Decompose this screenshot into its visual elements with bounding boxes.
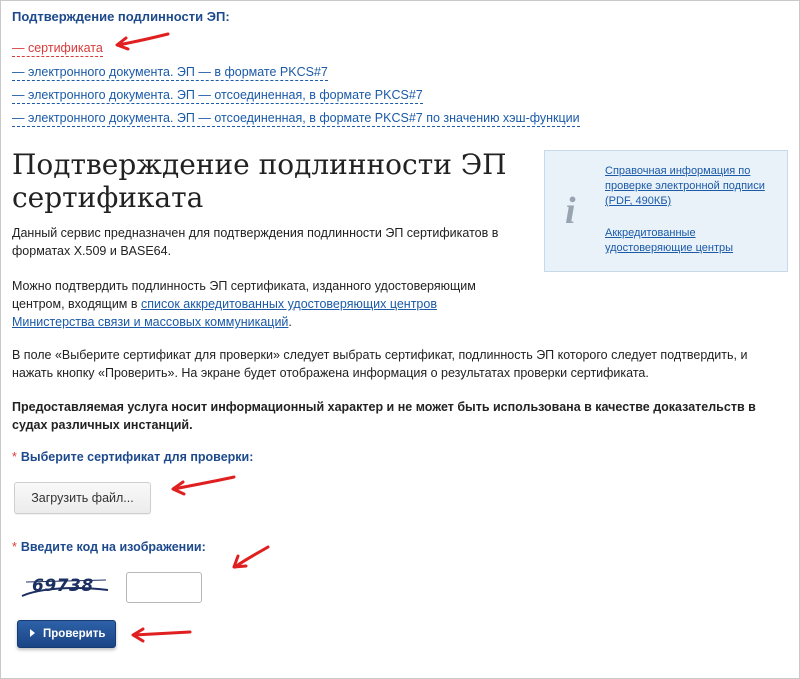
page-title: Подтверждение подлинности ЭП сертификата xyxy=(12,148,507,214)
certificate-label-text: Выберите сертификат для проверки: xyxy=(20,450,254,464)
certificate-field-label xyxy=(12,450,253,464)
annotation-arrow-icon xyxy=(128,623,194,645)
accredited-list-link[interactable]: список аккредитованных удостоверяющих центров Министерства связи и массовых коммуникаций xyxy=(12,297,437,329)
check-button[interactable] xyxy=(17,620,116,648)
accreditation-text: Можно подтвердить подлинность ЭП сертификата, изданного удостоверяющим центром, входящим в xyxy=(12,279,476,311)
upload-file-button[interactable]: Загрузить файл... xyxy=(14,482,151,514)
captcha-code: 69738 xyxy=(32,576,94,596)
info-box xyxy=(544,150,788,272)
nav-link-document-detached-hash[interactable]: — электронного документа. ЭП — отсоединенная, в формате PKCS#7 по значению хэш-функции xyxy=(12,111,580,125)
accredited-centers-link[interactable]: Аккредитованные удостоверяющие центры xyxy=(605,227,734,254)
required-marker: * xyxy=(12,450,17,464)
check-button-label: Проверить xyxy=(43,628,106,640)
nav-link-document-detached[interactable]: — электронного документа. ЭП — отсоединенная, в формате PKCS#7 xyxy=(12,88,423,102)
info-icon: i xyxy=(565,190,576,232)
captcha-field-label xyxy=(12,540,206,554)
accreditation-end: . xyxy=(288,315,292,329)
nav-heading: Подтверждение подлинности ЭП: xyxy=(12,9,230,24)
help-pdf-link[interactable]: Справочная информация по проверке электронной подписи (PDF, 490КБ) xyxy=(605,165,765,207)
captcha-image xyxy=(20,574,112,602)
play-icon xyxy=(30,629,35,637)
accreditation-paragraph xyxy=(12,277,492,331)
captcha-noise xyxy=(20,574,112,602)
annotation-arrow-icon xyxy=(228,543,272,573)
nav-link-document-pkcs7[interactable]: — электронного документа. ЭП — в формате PKCS#7 xyxy=(12,65,328,79)
required-marker: * xyxy=(12,540,17,554)
description-paragraph: Данный сервис предназначен для подтверждения подлинности ЭП сертификатов в форматах X.509 и BASE64. xyxy=(12,226,499,258)
disclaimer-paragraph: Предоставляемая услуга носит информационный характер и не может быть использована в качестве доказательств в судах различных инстанций. xyxy=(12,400,756,432)
instruction-paragraph: В поле «Выберите сертификат для проверки» следует выбрать сертификат, подлинность ЭП которого следует подтвердить, и нажать кнопку «Проверить». На экране будет отображена информация о результатах проверки сертификата. xyxy=(12,348,748,380)
annotation-arrow-icon xyxy=(168,472,238,498)
nav-link-certificate[interactable]: — сертификата xyxy=(12,41,103,55)
captcha-input[interactable] xyxy=(126,572,202,603)
annotation-arrow-icon xyxy=(112,28,172,52)
captcha-label-text: Введите код на изображении: xyxy=(20,540,206,554)
